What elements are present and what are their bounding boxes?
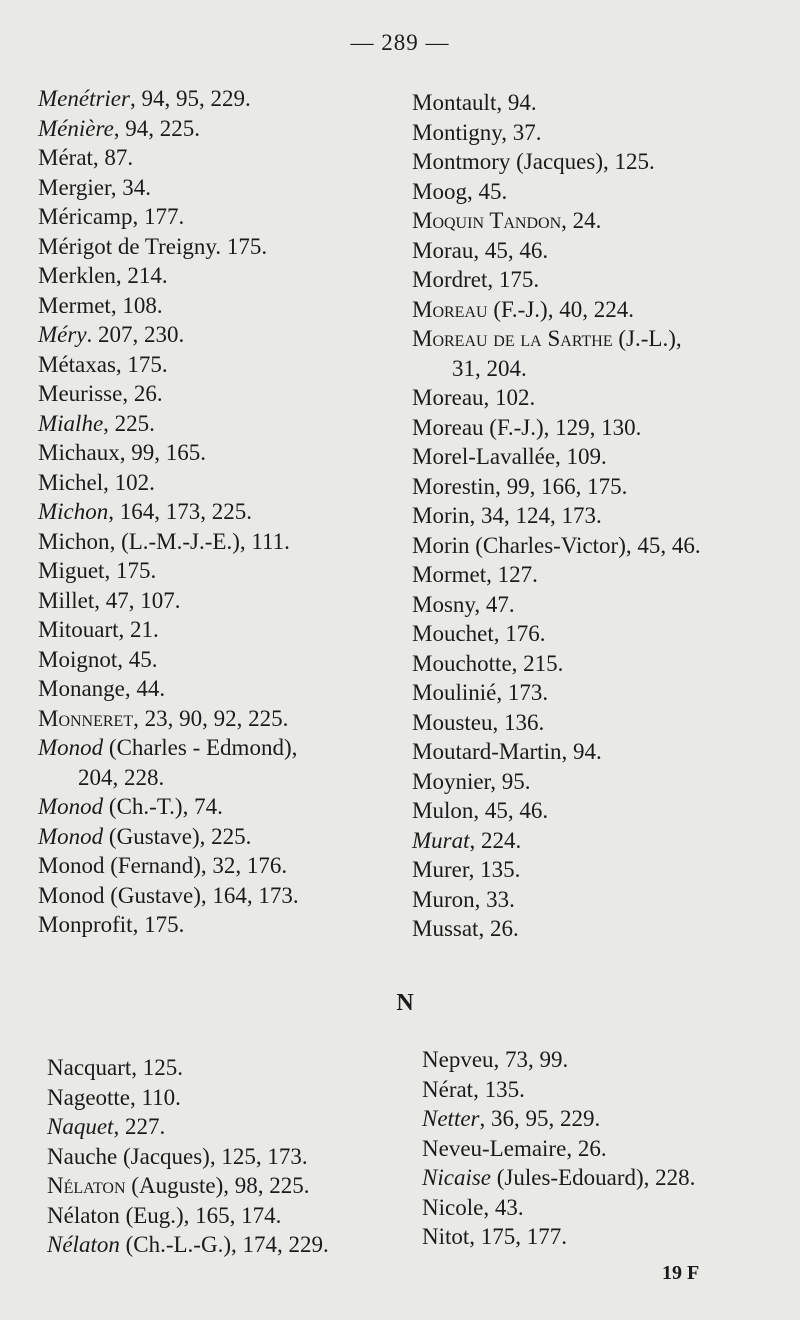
entry-name: Moynier bbox=[412, 768, 491, 794]
index-column-left-top bbox=[38, 84, 398, 940]
entry-name: Michon bbox=[38, 528, 110, 554]
index-entry bbox=[38, 232, 398, 262]
entry-pages: , 109. bbox=[555, 444, 607, 469]
entry-pages: (J.-L.), bbox=[612, 326, 682, 351]
entry-name: Monod bbox=[38, 882, 105, 908]
index-entry bbox=[38, 615, 398, 645]
index-entry bbox=[422, 1045, 792, 1075]
entry-pages: , 224. bbox=[469, 827, 522, 853]
index-entry bbox=[412, 796, 792, 826]
entry-pages: , 47, 107. bbox=[94, 587, 181, 613]
index-entry bbox=[412, 501, 792, 531]
index-entry bbox=[38, 851, 398, 881]
index-column-left-bottom bbox=[47, 1053, 407, 1260]
index-entry bbox=[38, 822, 398, 852]
index-entry bbox=[412, 560, 792, 590]
entry-pages: , 21. bbox=[118, 617, 159, 642]
entry-name: Moquin Tandon bbox=[412, 208, 562, 233]
entry-name: Millet bbox=[38, 587, 95, 613]
entry-name: Mosny bbox=[412, 591, 475, 617]
entry-pages: (Charles - Edmond), bbox=[103, 735, 298, 760]
index-entry bbox=[38, 763, 398, 793]
entry-name: Michaux bbox=[38, 440, 120, 465]
entry-pages: , 26. bbox=[566, 1135, 607, 1161]
entry-name: Moreau de la Sarthe bbox=[412, 326, 613, 351]
index-entry bbox=[412, 914, 792, 944]
index-entry bbox=[412, 295, 792, 325]
index-entry bbox=[47, 1230, 407, 1260]
entry-pages: , 177. bbox=[132, 204, 185, 229]
entry-pages: , 45. bbox=[466, 178, 508, 204]
index-entry bbox=[38, 733, 398, 763]
entry-name: Mousteu bbox=[412, 709, 493, 735]
index-entry bbox=[38, 468, 398, 498]
index-column-right-top bbox=[412, 88, 792, 944]
entry-name: Morel-Lavallée bbox=[412, 444, 556, 469]
index-entry bbox=[412, 531, 792, 561]
entry-pages: , 44. bbox=[124, 676, 166, 701]
entry-name: Montault bbox=[412, 90, 497, 115]
entry-pages: 204, 228. bbox=[78, 764, 165, 790]
entry-pages: (Gustave), 225. bbox=[103, 823, 252, 849]
entry-pages: , 45. bbox=[117, 646, 158, 672]
entry-pages: (Eug.), 165, 174. bbox=[119, 1202, 282, 1228]
index-entry bbox=[38, 173, 398, 203]
entry-pages: , 225. bbox=[103, 410, 155, 436]
entry-name: Monod bbox=[38, 735, 104, 760]
entry-pages: (Fernand), 32, 176. bbox=[104, 853, 288, 878]
entry-pages: , 43. bbox=[483, 1194, 524, 1220]
entry-name: Nicaise bbox=[422, 1165, 491, 1190]
index-entry bbox=[47, 1201, 407, 1231]
index-entry bbox=[412, 649, 792, 679]
index-entry bbox=[412, 324, 792, 354]
entry-name: Nacquart bbox=[47, 1055, 132, 1080]
index-entry bbox=[412, 147, 792, 177]
entry-pages: (F.-J.), 40, 224. bbox=[487, 296, 634, 322]
entry-pages: . 207, 230. bbox=[86, 322, 185, 347]
entry-name: Murat bbox=[412, 827, 470, 853]
index-entry bbox=[412, 354, 792, 384]
entry-pages: , 45, 46. bbox=[473, 237, 549, 263]
entry-pages: , 94, 225. bbox=[113, 115, 201, 141]
entry-name: Moreau bbox=[412, 414, 484, 440]
entry-pages: , 102. bbox=[103, 469, 155, 495]
index-entry bbox=[38, 350, 398, 380]
index-entry bbox=[38, 114, 398, 144]
entry-name: Michon bbox=[38, 499, 109, 524]
entry-pages: , 214. bbox=[115, 263, 168, 288]
entry-pages: , 136. bbox=[492, 709, 545, 735]
index-entry bbox=[38, 704, 398, 734]
entry-pages: , 95. bbox=[490, 768, 531, 794]
entry-name: Neveu-Lemaire bbox=[422, 1135, 567, 1161]
entry-name: Moreau bbox=[412, 385, 484, 410]
entry-pages: , 175. bbox=[104, 558, 157, 583]
entry-pages: , 37. bbox=[501, 119, 542, 145]
index-entry bbox=[412, 236, 792, 266]
entry-pages: , 125. bbox=[131, 1055, 184, 1080]
entry-name: Mulon bbox=[412, 798, 474, 823]
entry-pages: (Jacques), 125. bbox=[510, 149, 655, 174]
index-entry bbox=[412, 88, 792, 118]
index-entry bbox=[47, 1171, 407, 1201]
entry-name: Meurisse bbox=[38, 381, 123, 406]
index-entry bbox=[38, 674, 398, 704]
entry-pages: , 47. bbox=[474, 591, 515, 617]
index-entry bbox=[38, 881, 398, 911]
entry-name: Nélaton bbox=[47, 1202, 120, 1228]
entry-name: Nérat bbox=[422, 1076, 474, 1102]
entry-pages: , 227. bbox=[113, 1114, 166, 1139]
entry-pages: , 175. bbox=[487, 267, 540, 292]
entry-pages: , 135. bbox=[468, 857, 521, 882]
index-entry bbox=[422, 1193, 792, 1223]
entry-pages: (F.-J.), 129, 130. bbox=[483, 414, 642, 440]
entry-name: Mergier bbox=[38, 174, 111, 200]
entry-pages: (Jules-Edouard), 228. bbox=[491, 1165, 696, 1190]
entry-name: Mermet bbox=[38, 292, 111, 318]
index-entry bbox=[422, 1075, 792, 1105]
entry-pages: (Ch.-T.), 74. bbox=[103, 794, 223, 819]
entry-pages: , 24. bbox=[561, 208, 602, 233]
entry-name: Netter bbox=[422, 1106, 480, 1131]
entry-name: Merklen bbox=[38, 263, 116, 288]
index-entry bbox=[412, 678, 792, 708]
entry-pages: , 176. bbox=[493, 621, 546, 646]
index-entry bbox=[412, 826, 792, 856]
index-entry bbox=[412, 118, 792, 148]
entry-name: Nicole bbox=[422, 1194, 484, 1220]
entry-pages: , 94, 95, 229. bbox=[129, 86, 251, 111]
entry-name: Nauche bbox=[47, 1143, 118, 1169]
entry-name: Muron bbox=[412, 886, 475, 912]
index-entry bbox=[412, 383, 792, 413]
index-column-right-bottom bbox=[422, 1045, 792, 1252]
entry-pages: , 94. bbox=[561, 739, 602, 764]
section-letter: N bbox=[396, 990, 414, 1016]
entry-name: Michel bbox=[38, 469, 104, 495]
index-entry bbox=[412, 885, 792, 915]
entry-pages: , 34, 124, 173. bbox=[469, 503, 602, 528]
index-entry bbox=[422, 1134, 792, 1164]
index-entry bbox=[412, 737, 792, 767]
index-entry bbox=[412, 177, 792, 207]
entry-name: Monod bbox=[38, 794, 104, 819]
entry-pages: , 173. bbox=[496, 680, 549, 705]
entry-name: Montigny bbox=[412, 119, 502, 145]
index-entry bbox=[38, 202, 398, 232]
entry-pages: , 99, 165. bbox=[119, 440, 207, 465]
index-entry bbox=[412, 590, 792, 620]
index-entry bbox=[422, 1163, 792, 1193]
entry-pages: , 94. bbox=[496, 90, 537, 115]
entry-pages: , 102. bbox=[483, 385, 536, 410]
entry-pages: , 110. bbox=[130, 1084, 181, 1110]
page-number: — 289 — bbox=[350, 30, 450, 55]
entry-name: Monneret bbox=[38, 705, 134, 731]
entry-pages: , 23, 90, 92, 225. bbox=[133, 705, 289, 731]
index-entry bbox=[38, 527, 398, 557]
entry-name: Monod bbox=[38, 853, 105, 878]
index-entry bbox=[38, 261, 398, 291]
entry-pages: (Auguste), 98, 225. bbox=[125, 1173, 310, 1198]
entry-name: Monod bbox=[38, 823, 104, 849]
entry-pages: 31, 204. bbox=[452, 355, 527, 381]
entry-pages: , 34. bbox=[110, 174, 151, 200]
index-entry bbox=[412, 265, 792, 295]
entry-name: Nélaton bbox=[47, 1173, 126, 1198]
entry-name: Morin bbox=[412, 532, 470, 558]
entry-name: Mouchet bbox=[412, 621, 494, 646]
entry-name: Mérat bbox=[38, 145, 93, 170]
entry-name: Moignot bbox=[38, 646, 118, 672]
entry-pages: , 175, 177. bbox=[469, 1224, 568, 1249]
entry-name: Nepveu bbox=[422, 1047, 494, 1072]
index-entry bbox=[47, 1142, 407, 1172]
entry-pages: , 26. bbox=[478, 916, 519, 941]
entry-name: Morau bbox=[412, 237, 474, 263]
entry-pages: , 175. bbox=[115, 351, 168, 377]
index-entry bbox=[38, 84, 398, 114]
entry-name: Nageotte bbox=[47, 1084, 131, 1110]
index-entry bbox=[38, 379, 398, 409]
entry-pages: , (L.-M.-J.-E.), 111. bbox=[109, 528, 290, 554]
entry-name: Méricamp bbox=[38, 204, 133, 229]
entry-name: Mussat bbox=[412, 916, 479, 941]
index-entry bbox=[38, 438, 398, 468]
index-entry bbox=[38, 556, 398, 586]
entry-name: Ménière bbox=[38, 115, 114, 141]
index-entry bbox=[38, 645, 398, 675]
entry-name: Méry bbox=[38, 322, 87, 347]
entry-pages: , 73, 99. bbox=[493, 1047, 569, 1072]
index-entry bbox=[38, 320, 398, 350]
entry-name: Mialhe bbox=[38, 410, 104, 436]
entry-name: Menétrier bbox=[38, 86, 130, 111]
index-entry bbox=[38, 497, 398, 527]
entry-name: Murer bbox=[412, 857, 469, 882]
entry-name: Mitouart bbox=[38, 617, 119, 642]
entry-pages: , 36, 95, 229. bbox=[479, 1106, 601, 1131]
index-entry bbox=[38, 291, 398, 321]
entry-pages: , 33. bbox=[474, 886, 515, 912]
entry-name: Miguet bbox=[38, 558, 105, 583]
entry-pages: (Ch.-L.-G.), 174, 229. bbox=[119, 1232, 329, 1257]
entry-name: Monprofit bbox=[38, 912, 133, 937]
entry-name: Moreau bbox=[412, 296, 488, 322]
index-entry bbox=[47, 1083, 407, 1113]
index-entry bbox=[412, 206, 792, 236]
index-entry bbox=[47, 1053, 407, 1083]
entry-name: Métaxas bbox=[38, 351, 116, 377]
index-entry bbox=[38, 910, 398, 940]
entry-name: Monange bbox=[38, 676, 125, 701]
entry-name: Nitot bbox=[422, 1224, 470, 1249]
entry-pages: , 175. bbox=[132, 912, 185, 937]
index-entry bbox=[412, 708, 792, 738]
index-entry bbox=[412, 413, 792, 443]
index-entry bbox=[422, 1104, 792, 1134]
index-entry bbox=[412, 619, 792, 649]
entry-pages: , 45, 46. bbox=[473, 798, 549, 823]
entry-name: Moog bbox=[412, 178, 467, 204]
index-entry bbox=[412, 767, 792, 797]
index-entry bbox=[38, 586, 398, 616]
entry-pages: . 175. bbox=[215, 233, 268, 259]
entry-name: Montmory bbox=[412, 149, 511, 174]
index-entry bbox=[422, 1222, 792, 1252]
index-entry bbox=[38, 409, 398, 439]
entry-name: Nélaton bbox=[47, 1232, 120, 1257]
entry-name: Mormet bbox=[412, 562, 487, 587]
index-entry bbox=[47, 1112, 407, 1142]
index-entry bbox=[412, 472, 792, 502]
entry-pages: , 164, 173, 225. bbox=[108, 499, 253, 524]
entry-pages: , 26. bbox=[122, 381, 163, 406]
entry-name: Naquet bbox=[47, 1114, 114, 1139]
index-entry bbox=[412, 442, 792, 472]
entry-pages: , 127. bbox=[486, 562, 538, 587]
entry-name: Morin bbox=[412, 503, 470, 528]
entry-pages: , 87. bbox=[92, 145, 134, 170]
entry-name: Mordret bbox=[412, 267, 488, 292]
entry-pages: (Gustave), 164, 173. bbox=[104, 882, 299, 908]
entry-name: Mérigot de Treigny bbox=[38, 233, 216, 259]
index-entry bbox=[412, 855, 792, 885]
entry-pages: , 215. bbox=[511, 650, 564, 676]
entry-pages: (Jacques), 125, 173. bbox=[117, 1143, 308, 1169]
entry-name: Morestin bbox=[412, 473, 496, 499]
entry-pages: , 108. bbox=[110, 292, 163, 318]
index-entry bbox=[38, 143, 398, 173]
entry-pages: (Charles-Victor), 45, 46. bbox=[469, 532, 701, 558]
signature-mark: 19 F bbox=[662, 1262, 700, 1284]
entry-name: Mouchotte bbox=[412, 650, 512, 676]
entry-pages: , 99, 166, 175. bbox=[495, 473, 628, 499]
entry-name: Moulinié bbox=[412, 680, 497, 705]
entry-name: Moutard-Martin bbox=[412, 739, 562, 764]
index-entry bbox=[38, 792, 398, 822]
entry-pages: , 135. bbox=[473, 1076, 525, 1102]
